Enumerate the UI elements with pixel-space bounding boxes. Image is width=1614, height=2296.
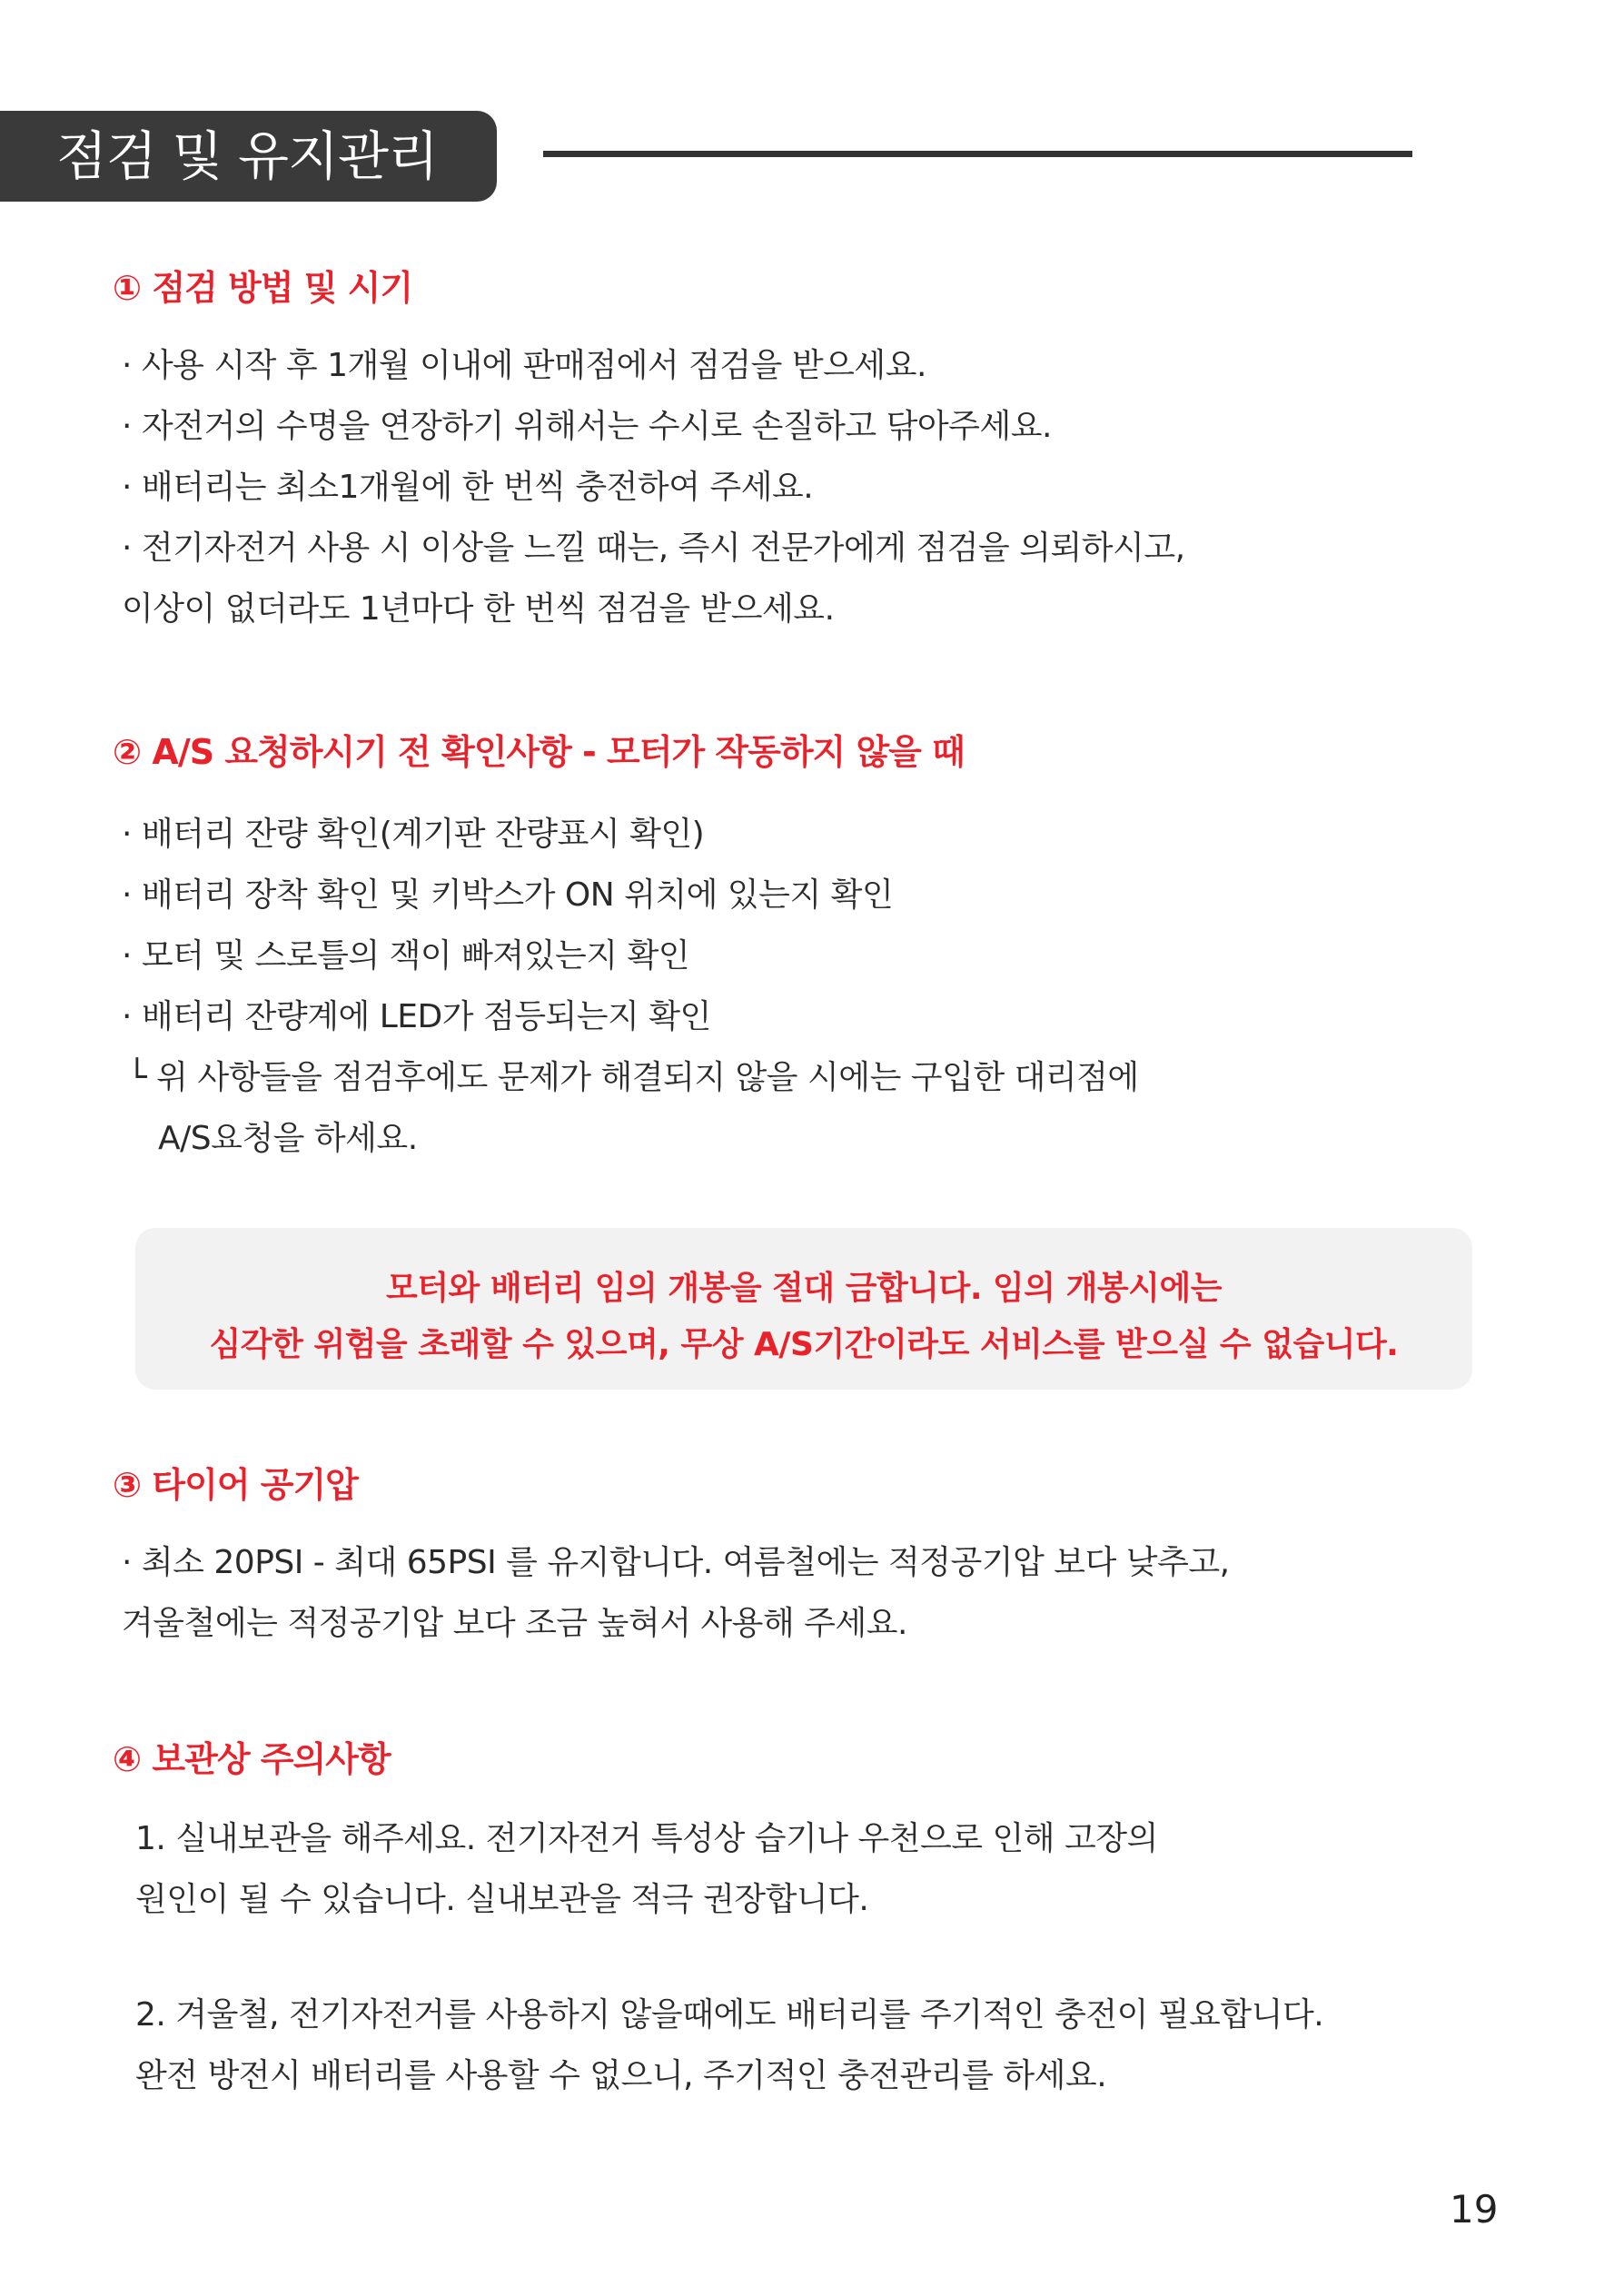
section-2-line: A/S요청을 하세요. bbox=[158, 1120, 418, 1157]
section-heading-as-check: ② A/S 요청하시기 전 확인사항 - 모터가 작동하지 않을 때 bbox=[113, 732, 965, 772]
section-2-line: · 배터리 잔량계에 LED가 점등되는지 확인 bbox=[122, 998, 711, 1035]
section-1-line: · 자전거의 수명을 연장하기 위해서는 수시로 손질하고 닦아주세요. bbox=[122, 408, 1052, 445]
section-2-line: · 배터리 장착 확인 및 키박스가 ON 위치에 있는지 확인 bbox=[122, 876, 894, 914]
section-heading-inspection: ① 점검 방법 및 시기 bbox=[113, 268, 413, 308]
section-1-line: · 전기자전거 사용 시 이상을 느낄 때는, 즉시 전문가에게 점검을 의뢰하시고, bbox=[122, 529, 1185, 567]
section-1-line: · 사용 시작 후 1개월 이내에 판매점에서 점검을 받으세요. bbox=[122, 347, 926, 384]
warning-line: 심각한 위험을 초래할 수 있으며, 무상 A/S기간이라도 서비스를 받으실 수 없습니다. bbox=[209, 1326, 1399, 1363]
section-2-line: · 모터 및 스로틀의 잭이 빠져있는지 확인 bbox=[122, 937, 690, 975]
page-title: 점검 및 유지관리 bbox=[0, 111, 497, 202]
section-heading-tire-pressure: ③ 타이어 공기압 bbox=[113, 1465, 358, 1505]
title-divider bbox=[543, 151, 1412, 157]
section-4-line: 원인이 될 수 있습니다. 실내보관을 적극 권장합니다. bbox=[135, 1881, 869, 1918]
section-heading-storage: ④ 보관상 주의사항 bbox=[113, 1739, 391, 1779]
section-3-line: · 최소 20PSI - 최대 65PSI 를 유지합니다. 여름철에는 적정공기압 보다 낮추고, bbox=[122, 1544, 1230, 1581]
page-number: 19 bbox=[1450, 2187, 1499, 2232]
section-1-line: 이상이 없더라도 1년마다 한 번씩 점검을 받으세요. bbox=[122, 590, 835, 628]
warning-line: 모터와 배터리 임의 개봉을 절대 금합니다. 임의 개봉시에는 bbox=[385, 1270, 1223, 1307]
section-4-line: 1. 실내보관을 해주세요. 전기자전거 특성상 습기나 우천으로 인해 고장의 bbox=[135, 1820, 1158, 1857]
section-2-line: └ 위 사항들을 점검후에도 문제가 해결되지 않을 시에는 구입한 대리점에 bbox=[127, 1059, 1139, 1096]
warning-box bbox=[135, 1228, 1472, 1390]
section-4-line: 2. 겨울철, 전기자전거를 사용하지 않을때에도 배터리를 주기적인 충전이 필요합니다. bbox=[135, 1996, 1324, 2034]
section-2-line: · 배터리 잔량 확인(계기판 잔량표시 확인) bbox=[122, 816, 705, 853]
section-3-line: 겨울철에는 적정공기압 보다 조금 높혀서 사용해 주세요. bbox=[122, 1605, 907, 1642]
section-1-line: · 배터리는 최소1개월에 한 번씩 충전하여 주세요. bbox=[122, 469, 814, 506]
section-4-line: 완전 방전시 배터리를 사용할 수 없으니, 주기적인 충전관리를 하세요. bbox=[135, 2057, 1107, 2094]
